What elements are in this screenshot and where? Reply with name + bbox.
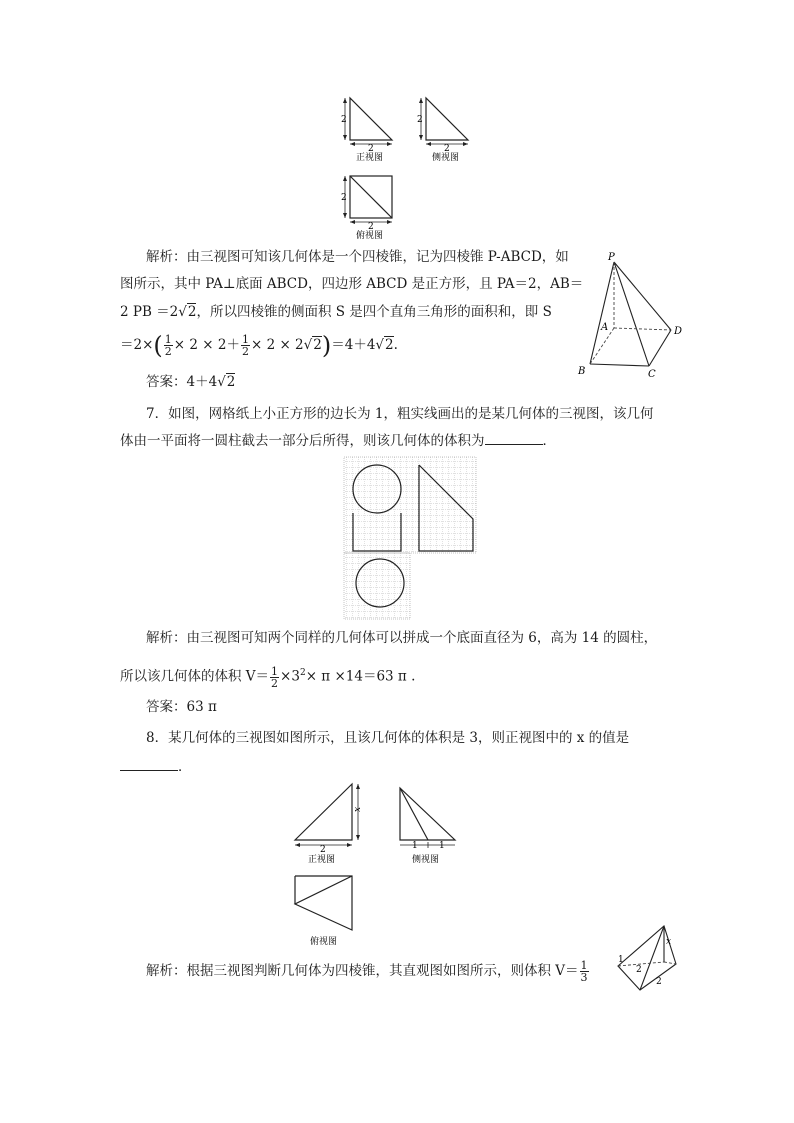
q8-pyramid-hidden	[618, 962, 676, 966]
q8-py-2b: 2	[656, 977, 662, 987]
pyramid-label-C: C	[648, 369, 656, 380]
q7-line1: 7．如图，网格纸上小正方形的边长为 1，粗实线画出的是某几何体的三视图，该几何	[146, 406, 654, 422]
front-view-label: 正视图	[356, 153, 384, 163]
q7-line2-end: ．	[542, 433, 556, 449]
q7-frac: $\frac{1}{2}$	[271, 664, 279, 690]
q7-sol2c: × π ×14＝63 π .	[305, 668, 416, 685]
q6-line4e: ＝4＋4	[331, 337, 376, 353]
q6-pyramid-figure	[574, 250, 694, 380]
q7-sol2a: 所以该几何体的体积 V＝	[120, 668, 270, 685]
top-view-label: 俯视图	[356, 231, 384, 241]
q7-answer: 答案：63 π	[146, 699, 217, 715]
q6-frac2: $\frac{1}{2}$	[241, 333, 249, 358]
pyramid-edges	[590, 262, 671, 366]
q8-pyramid-edges	[618, 926, 676, 990]
q6-frac1: $\frac{1}{2}$	[164, 333, 172, 358]
q7-line2	[120, 431, 556, 451]
side-view-triangle	[419, 98, 468, 146]
q7-grid-bottom	[344, 553, 410, 619]
pyramid-label-D: D	[674, 326, 683, 337]
q6-line3a: 2 PB ＝2	[120, 304, 179, 320]
top-width-dim: 2	[368, 222, 374, 232]
q6-answer-sqrt: 2	[226, 374, 236, 390]
q6-solution-line1: 解析：由三视图可知该几何体是一个四棱锥，记为四棱锥 P-ABCD，如	[146, 249, 569, 265]
pyramid-label-B: B	[578, 366, 586, 377]
q8-frac: $\frac{1}{3}$	[580, 959, 588, 984]
q8-side-dim1a: 1	[412, 841, 418, 851]
q6-line4-sqrt2: 2	[385, 337, 394, 353]
q8-answer-blank[interactable]	[120, 757, 178, 771]
q8-front-x: x	[352, 807, 362, 813]
q7-grid-top	[344, 457, 476, 553]
q8-pyramid-figure	[606, 922, 686, 996]
q6-three-views	[340, 92, 470, 242]
q6-line4a: ＝2×	[120, 337, 154, 353]
q7-line2-text: 体由一平面将一圆柱截去一部分后所得，则该几何体的体积为	[120, 433, 485, 449]
q6-line4-period: .	[393, 337, 398, 353]
q7-grid-views	[340, 455, 480, 623]
front-view-triangle	[343, 98, 392, 146]
q8-solution	[146, 960, 590, 983]
q6-solution-line4: ＝2×( $\frac{1}{2}$ × 2 × 2＋ $\frac{1}{2}$ × 2 × 2√2)＝4＋4√2.	[120, 331, 398, 360]
q6-solution-line2: 图所示，其中 PA⊥底面 ABCD，四边形 ABCD 是正方形，且 PA＝2，AB＝	[120, 276, 584, 292]
side-view-label: 侧视图	[432, 153, 460, 163]
q7-answer-blank[interactable]	[485, 431, 543, 445]
q8-side-view	[400, 788, 455, 840]
q8-top-view	[295, 876, 352, 930]
q7-sol2-sup: 2	[299, 668, 306, 678]
q8-solution-text: 解析：根据三视图判断几何体为四棱锥，其直观图如图所示，则体积 V＝	[146, 963, 579, 979]
q8-py-2a: 2	[636, 965, 642, 975]
q7-solution-line1: 解析：由三视图可知两个同样的几何体可以拼成一个底面直径为 6，高为 14 的圆柱，	[146, 630, 658, 646]
q8-line1: 8．某几何体的三视图如图所示，且该几何体的体积是 3，则正视图中的 x 的值是	[146, 730, 630, 746]
q8-py-1: 1	[618, 955, 624, 965]
q6-answer-label: 答案：4＋4	[146, 374, 218, 390]
pyramid-label-P: P	[608, 252, 615, 263]
q8-front-view	[295, 784, 352, 840]
pyramid-label-A: A	[601, 322, 609, 333]
top-view-square	[343, 176, 392, 224]
side-height-dim: 2	[417, 115, 423, 125]
q8-py-x: x	[666, 937, 672, 947]
q8-side-dim1b: 1	[439, 841, 445, 851]
q6-line3c: ，所以四棱锥的侧面积 S 是四个直角三角形的面积和，即 S	[196, 304, 552, 320]
q6-line4c: × 2 × 2	[250, 337, 304, 353]
q6-line4-sqrt1: 2	[313, 337, 322, 353]
q8-side-label: 侧视图	[412, 855, 440, 865]
q6-answer: 答案：4＋4√2	[146, 374, 236, 390]
q8-top-label: 俯视图	[310, 937, 338, 947]
q8-line2	[120, 757, 192, 777]
front-width-dim: 2	[368, 144, 374, 154]
q7-sol2b: ×3	[280, 668, 300, 685]
q8-three-views	[290, 778, 470, 948]
side-width-dim: 2	[444, 144, 450, 154]
q8-line2-end: ．	[178, 759, 192, 775]
q6-line3-sqrt: 2	[187, 304, 197, 320]
front-height-dim: 2	[341, 115, 347, 125]
q8-front-label: 正视图	[308, 855, 336, 865]
q6-solution-line3: 2 PB ＝2√2，所以四棱锥的侧面积 S 是四个直角三角形的面积和，即 S	[120, 304, 552, 320]
top-height-dim: 2	[341, 193, 347, 203]
q8-front-dim2: 2	[320, 845, 326, 855]
q6-line4b: × 2 × 2＋	[173, 337, 240, 353]
q7-solution-line2	[120, 663, 415, 689]
